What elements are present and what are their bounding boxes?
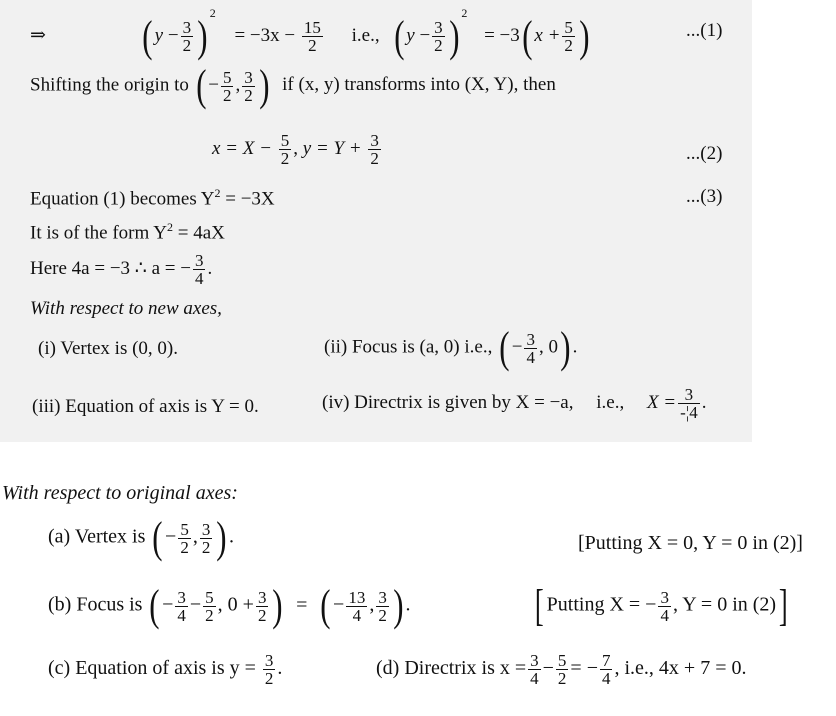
open-paren: (	[142, 11, 153, 61]
fraction-15-2: $\frac{15}{2}$	[303, 18, 321, 56]
vertex-original: (a) Vertex is ( − $\frac{5}{2}$ , $\frac{3}{2}$ ) .	[48, 513, 234, 562]
fraction-3-2: $\frac{3}{2}$	[182, 18, 192, 56]
axis-new: (iii) Equation of axis is Y = 0.	[32, 396, 259, 417]
ref-1: ...(1)	[686, 20, 723, 41]
focus-new: (ii) Focus is (a, 0) i.e., ( − $\frac{3}{4}$ , 0) .	[324, 323, 578, 372]
directrix-original: (d) Directrix is x = $\frac{3}{4}$ − $\frac{5}{2}$ = − $\frac{7}{4}$ , i.e., 4x + 7 = 0.	[376, 651, 747, 688]
ref-2: ...(2)	[686, 143, 723, 164]
shift-origin-line: Shifting the origin to ( − $\frac{5}{2}$ , $\frac{3}{2}$ ) if (x, y) transforms into (X, Y), then	[30, 61, 556, 110]
axis-original: (c) Equation of axis is y = $\frac{3}{2}$ .	[48, 651, 283, 688]
directrix-new: (iv) Directrix is given by X = −a, i.e., X = $\frac{3}{-¦4}$ .	[322, 385, 707, 422]
form-line: It is of the form $Y^2 = 4aX$	[30, 220, 225, 244]
new-axes-heading: With respect to new axes,	[30, 298, 222, 319]
implies-symbol: ⇒	[30, 25, 46, 46]
close-paren: )	[197, 11, 208, 61]
equation-1-line: ⇒ ( y − $\frac{3}{2}$ ) $^2$ = −3x − $\frac{15}{2}$ i.e., ( y − $\frac{3}{2}$ ) $^2$ = −3( x + $\frac{5}{2}$ )	[30, 6, 590, 61]
focus-original-note: [ Putting X = − $\frac{3}{4}$ , Y = 0 in (2)]	[534, 581, 788, 630]
focus-original: (b) Focus is ( − $\frac{3}{4}$ − $\frac{5}{2}$ , 0 + $\frac{3}{2}$ ) = ( − $\frac{13}{4}$ , $\frac{3}{2}$ ) .	[48, 581, 411, 630]
fraction-5-2: $\frac{5}{2}$	[564, 18, 573, 56]
vertex-original-note: [Putting X = 0, Y = 0 in (2)]	[578, 532, 803, 554]
original-axes-heading: With respect to original axes:	[2, 482, 238, 504]
vertex-new: (i) Vertex is (0, 0).	[38, 338, 179, 359]
equation-2-line: x = X − $\frac{5}{2}$ , y = Y + $\frac{3}{2}$	[212, 131, 379, 168]
equation-3-line: Equation (1) becomes $Y^2 = -3X$	[30, 186, 275, 210]
ref-3: ...(3)	[686, 186, 723, 207]
here-line: Here 4a = −3 ∴ a = − $\frac{3}{4}$ .	[30, 251, 213, 288]
